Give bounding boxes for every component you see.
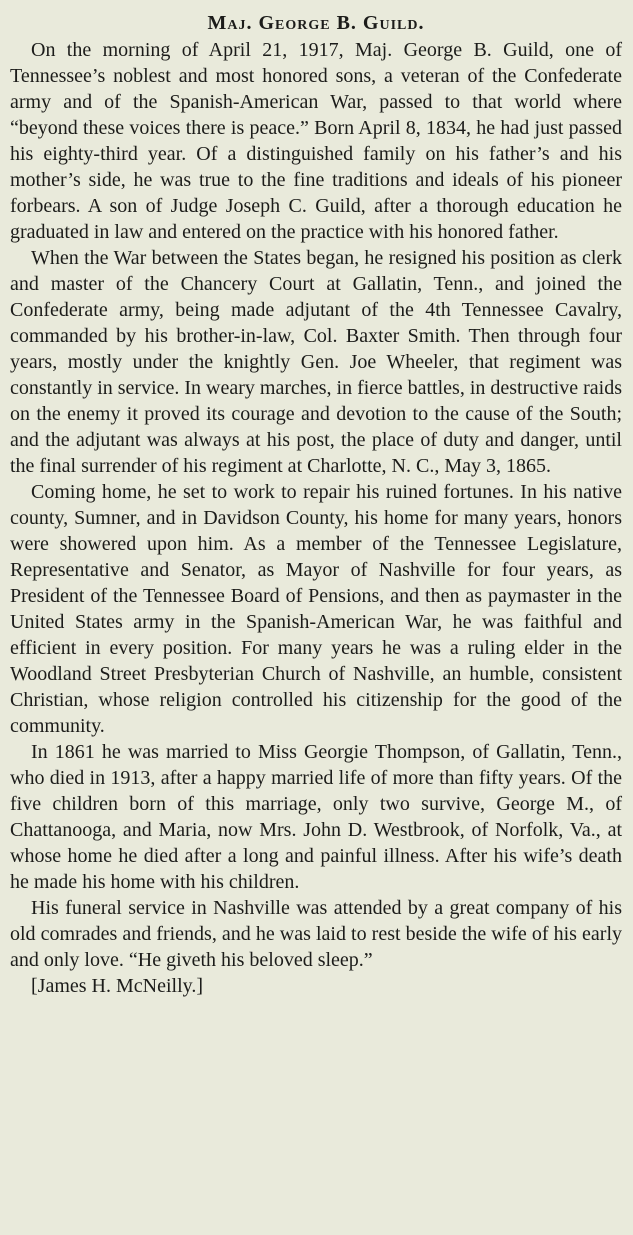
paragraph-5: His funeral service in Nashville was attended by a great company of his old comrades and friends, and he was laid to rest beside the wife of his early and only love. “He giveth his beloved sleep.” <box>10 897 622 971</box>
paragraph-2: When the War between the States began, he resigned his position as clerk and master of the Chancery Court at Gallatin, Tenn., and joined the Confederate army, being made adjutant of the 4th Tennessee Cavalry, commanded by his brother-in-law, Col. Baxter Smith. Then through four years, mostly under the knightly Gen. Joe Wheeler, that regiment was constantly in service. In weary marches, in fierce battles, in destructive raids on the enemy it proved its courage and devotion to the cause of the South; and the adjutant was always at his post, the place of duty and danger, until the final surrender of his regiment at Charlotte, N. C., May 3, 1865. <box>10 247 622 477</box>
paragraph-4: In 1861 he was married to Miss Georgie Thompson, of Gallatin, Tenn., who died in 1913, after a happy married life of more than fifty years. Of the five children born of this marriage, only two survive, George M., of Chattanooga, and Maria, now Mrs. John D. Westbrook, of Norfolk, Va., at whose home he died after a long and painful illness. After his wife’s death he made his home with his children. <box>10 741 622 893</box>
author-signature: [James H. McNeilly.] <box>31 975 203 997</box>
paragraph-3: Coming home, he set to work to repair his ruined fortunes. In his native county, Sumner, and in Davidson County, his home for many years, honors were showered upon him. As a member of the Tennessee Legislature, Representative and Senator, as Mayor of Nashville for four years, as President of the Tennessee Board of Pensions, and then as paymaster in the United States army in the Spanish-American War, he was faithful and efficient in every position. For many years he was a ruling elder in the Woodland Street Presbyterian Church of Nashville, an humble, consistent Christian, whose religion controlled his citizenship for the good of the community. <box>10 481 622 737</box>
article-title: Maj. George B. Guild. <box>207 12 425 34</box>
paragraph-1: On the morning of April 21, 1917, Maj. George B. Guild, one of Tennessee’s noblest and most honored sons, a veteran of the Confederate army and of the Spanish-American War, passed to that world where “beyond these voices there is peace.” Born April 8, 1834, he had just passed his eighty-third year. Of a distinguished family on his father’s and his mother’s side, he was true to the fine traditions and ideals of his pioneer forbears. A son of Judge Joseph C. Guild, after a thorough education he graduated in law and entered on the practice with his honored father. <box>10 39 622 243</box>
